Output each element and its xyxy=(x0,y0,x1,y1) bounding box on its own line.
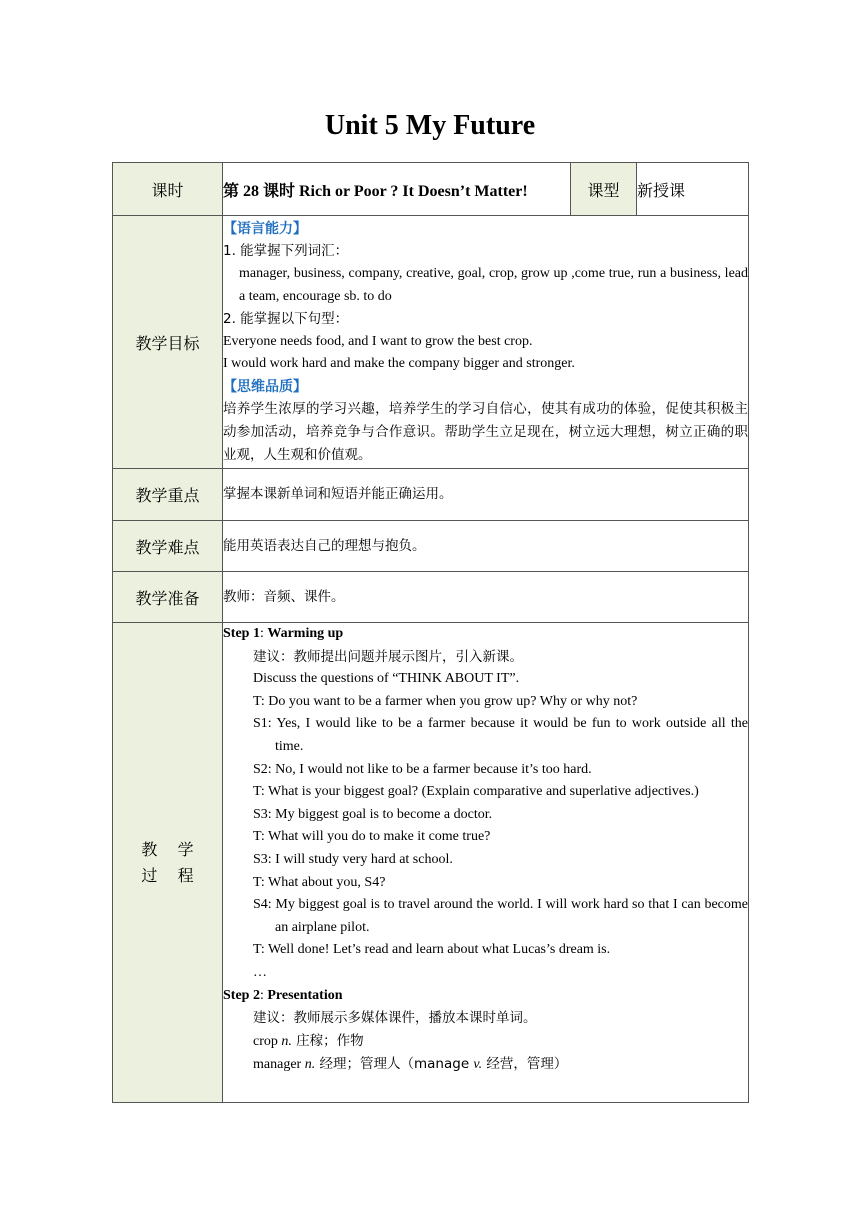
process-row xyxy=(113,623,749,1103)
period-label: 课时 xyxy=(113,163,223,216)
vocab-meaning: 庄稼；作物 xyxy=(291,1032,364,1049)
key-points-label: 教学重点 xyxy=(113,469,223,521)
step-1-heading: Step 1: Warming up xyxy=(223,626,344,641)
dialogue-line: S3: My biggest goal is to become a doctor. xyxy=(253,806,493,822)
step-1-suggestion: 建议：教师提出问题并展示图片，引入新课。 xyxy=(253,648,523,665)
step-2-number: Step 2 xyxy=(223,987,260,1003)
vocab-meaning: 经理；管理人（manage xyxy=(315,1056,474,1073)
type-value: 新授课 xyxy=(637,163,749,216)
step-2-name: Presentation xyxy=(267,987,343,1003)
dialogue-line: Discuss the questions of “THINK ABOUT IT”. xyxy=(253,671,520,687)
dialogue-line: S2: No, I would not like to be a farmer because it’s too hard. xyxy=(253,761,592,777)
difficulties-label: 教学难点 xyxy=(113,521,223,572)
vocab-word: crop xyxy=(253,1033,278,1049)
objectives-row xyxy=(113,216,749,469)
vocab-entry-manager xyxy=(223,1053,748,1077)
lesson-plan-table xyxy=(112,162,749,1103)
vocabulary-list: manager, business, company, creative, goal, crop, grow up ,come true, run a business, lead a team, encourage sb. to do xyxy=(239,265,748,304)
preparation-row xyxy=(113,572,749,623)
difficulties-text: 能用英语表达自己的理想与抱负。 xyxy=(223,521,749,572)
type-label: 课型 xyxy=(571,163,637,216)
thinking-quality-text: 培养学生浓厚的学习兴趣，培养学生的学习自信心，使其有成功的体验，促使其积极主动参加活动，培养竞争与合作意识。帮助学生立足现在，树立远大理想，树立正确的职业观，人生观和价值观。 xyxy=(223,401,748,463)
header-row xyxy=(113,163,749,216)
sentence-pattern-2: I would work hard and make the company bigger and stronger. xyxy=(223,356,575,372)
dialogue-line: T: What about you, S4? xyxy=(253,874,386,890)
vocab-pos: v. xyxy=(473,1057,483,1073)
preparation-text: 教师：音频、课件。 xyxy=(223,572,749,623)
language-ability-heading: 【语言能力】 xyxy=(223,220,307,237)
thinking-quality-heading: 【思维品质】 xyxy=(223,378,307,395)
step-1-dialogue xyxy=(223,668,748,984)
preparation-label: 教学准备 xyxy=(113,572,223,623)
vocab-entry-crop xyxy=(223,1030,748,1054)
dialogue-line: T: Do you want to be a farmer when you grow up? Why or why not? xyxy=(253,693,638,709)
vocab-pos: n. xyxy=(304,1057,316,1073)
step-1-number: Step 1 xyxy=(223,626,260,641)
difficulties-row xyxy=(113,521,749,572)
vocab-word: manager xyxy=(253,1057,302,1073)
vocab-pos: n. xyxy=(281,1033,292,1049)
objective-item-1: 1. 能掌握下列词汇： xyxy=(223,243,349,260)
dialogue-line: T: Well done! Let’s read and learn about what Lucas’s dream is. xyxy=(253,942,611,958)
key-points-text: 掌握本课新单词和短语并能正确运用。 xyxy=(223,469,749,521)
page-title: Unit 5 My Future xyxy=(324,110,536,141)
process-label-line-2: 过 程 xyxy=(141,865,194,885)
dialogue-line: … xyxy=(253,964,267,980)
dialogue-line: S3: I will study very hard at school. xyxy=(253,851,453,867)
dialogue-line: S1: Yes, I would like to be a farmer because it would be fun to work outside all the time. xyxy=(253,716,748,754)
lesson-title: 第 28 课时 Rich or Poor ? It Doesn’t Matter! xyxy=(223,163,571,216)
process-label-line-1: 教 学 xyxy=(141,839,194,859)
dialogue-line: S4: My biggest goal is to travel around the world. I will work hard so that I can become an airplane pilot. xyxy=(253,897,748,935)
step-1-name: Warming up xyxy=(267,626,344,641)
objectives-label: 教学目标 xyxy=(113,216,223,469)
vocab-meaning-2: 经营，管理） xyxy=(482,1056,568,1073)
objective-item-2: 2. 能掌握以下句型： xyxy=(223,311,349,328)
step-2-heading: Step 2: Presentation xyxy=(223,987,343,1003)
process-content xyxy=(223,623,749,1103)
key-points-row xyxy=(113,469,749,521)
step-2-suggestion: 建议：教师展示多媒体课件，播放本课时单词。 xyxy=(253,1010,537,1027)
dialogue-line: T: What will you do to make it come true? xyxy=(253,829,491,845)
objectives-content xyxy=(223,216,749,469)
dialogue-line: T: What is your biggest goal? (Explain comparative and superlative adjectives.) xyxy=(253,784,699,800)
sentence-pattern-1: Everyone needs food, and I want to grow the best crop. xyxy=(223,333,533,349)
process-label xyxy=(113,623,223,1103)
